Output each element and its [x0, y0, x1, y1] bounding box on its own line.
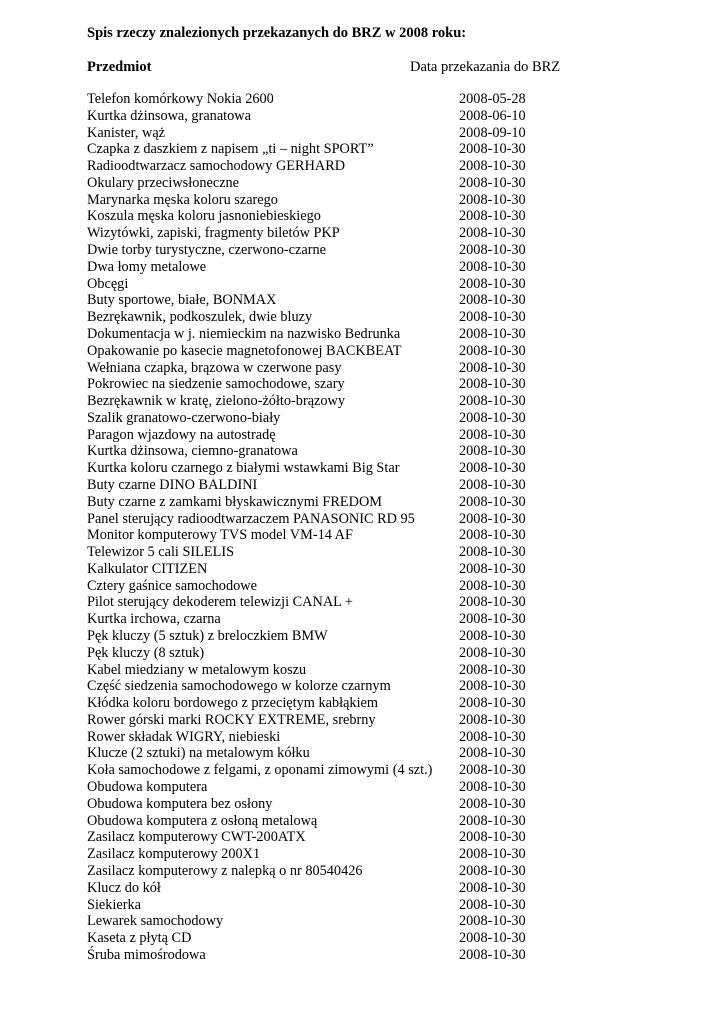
- list-item: [0, 175, 724, 192]
- item-date: 2008-10-30: [459, 460, 526, 477]
- item-name: Cztery gaśnice samochodowe: [87, 577, 257, 594]
- item-date: 2008-10-30: [459, 795, 526, 812]
- item-name: Zasilacz komputerowy CWT-200ATX: [87, 829, 306, 846]
- item-date: 2008-10-30: [459, 762, 526, 779]
- item-name: Pęk kluczy (5 sztuk) z breloczkiem BMW: [87, 628, 328, 644]
- list-item: [0, 712, 724, 729]
- item-date: 2008-10-30: [459, 728, 526, 745]
- item-date: 2008-10-30: [459, 896, 526, 913]
- item-name: Kaseta z płytą CD: [87, 930, 192, 947]
- item-date: 2008-10-30: [459, 292, 526, 309]
- list-item: [0, 511, 724, 528]
- list-item: [0, 225, 724, 242]
- item-date: 2008-10-30: [459, 745, 526, 762]
- item-date: 2008-10-30: [459, 812, 526, 829]
- list-item: [0, 158, 724, 175]
- column-header-item: Przedmiot: [87, 59, 152, 75]
- item-name: Dokumentacja w j. niemieckim na nazwisko Bedrunka: [87, 325, 401, 342]
- item-date: 2008-10-30: [459, 829, 526, 846]
- item-date: 2008-10-30: [459, 661, 526, 678]
- item-date: 2008-10-30: [459, 242, 526, 259]
- list-item: [0, 292, 724, 309]
- list-item: [0, 729, 724, 746]
- item-date: 2008-10-30: [459, 862, 526, 879]
- item-date: 2008-10-30: [459, 946, 526, 963]
- list-item: [0, 611, 724, 628]
- list-item: [0, 578, 724, 595]
- item-date: 2008-10-30: [459, 141, 526, 158]
- list-item: [0, 259, 724, 276]
- item-date: 2008-10-30: [459, 913, 526, 930]
- list-item: [0, 678, 724, 695]
- item-name: Rower górski marki ROCKY EXTREME, srebrny: [87, 711, 376, 728]
- list-item: [0, 141, 724, 158]
- item-date: 2008-09-10: [459, 124, 526, 141]
- item-date: 2008-10-30: [459, 359, 526, 376]
- item-date: 2008-10-30: [459, 342, 526, 359]
- item-name: Kalkulator CITIZEN: [87, 560, 208, 577]
- list-item: [0, 796, 724, 813]
- item-name: Dwa łomy metalowe: [87, 258, 207, 275]
- item-name: Koszula męska koloru jasnoniebieskiego: [87, 208, 321, 225]
- item-name: Panel sterujący radioodtwarzaczem PANASONIC RD 95: [87, 510, 415, 527]
- item-date: 2008-10-30: [459, 711, 526, 728]
- list-item: [0, 91, 724, 108]
- list-item: [0, 343, 724, 360]
- item-name: Kurtka dżinsowa, granatowa: [87, 107, 251, 124]
- item-name: Wełniana czapka, brązowa w czerwone pasy: [87, 359, 342, 376]
- item-date: 2008-05-28: [459, 91, 526, 107]
- list-item: [0, 360, 724, 377]
- item-name: Pilot sterujący dekoderem telewizji CANAL +: [87, 594, 354, 611]
- list-item: [0, 846, 724, 863]
- item-date: 2008-10-30: [459, 191, 526, 208]
- item-date: 2008-10-30: [459, 376, 526, 393]
- list-item: [0, 628, 724, 645]
- list-item: [0, 527, 724, 544]
- item-date: 2008-10-30: [459, 476, 526, 493]
- item-name: Zasilacz komputerowy z nalepką o nr 80540426: [87, 862, 363, 879]
- item-date: 2008-10-30: [459, 544, 526, 561]
- item-date: 2008-10-30: [459, 309, 526, 326]
- item-name: Okulary przeciwsłoneczne: [87, 174, 240, 191]
- list-item: [0, 477, 724, 494]
- item-name: Lewarek samochodowy: [87, 913, 224, 930]
- item-name: Bezrękawnik, podkoszulek, dwie bluzy: [87, 309, 313, 326]
- list-item: [0, 897, 724, 914]
- item-date: 2008-10-30: [459, 208, 526, 225]
- item-date: 2008-10-30: [459, 930, 526, 947]
- item-name: Buty sportowe, białe, BONMAX: [87, 292, 277, 309]
- item-name: Obcęgi: [87, 275, 129, 292]
- item-date: 2008-10-30: [459, 560, 526, 577]
- list-item: [0, 460, 724, 477]
- item-name: Kurtka dżinsowa, ciemno-granatowa: [87, 443, 298, 460]
- item-name: Monitor komputerowy TVS model VM-14 AF: [87, 527, 353, 544]
- document-title: Spis rzeczy znalezionych przekazanych do BRZ w 2008 roku:: [87, 25, 467, 41]
- item-name: Wizytówki, zapiski, fragmenty biletów PKP: [87, 225, 340, 242]
- item-name: Kurtka koloru czarnego z białymi wstawkami Big Star: [87, 460, 400, 477]
- list-item: [0, 880, 724, 897]
- item-name: Kurtka irchowa, czarna: [87, 611, 221, 628]
- item-name: Pęk kluczy (8 sztuk): [87, 644, 205, 661]
- item-name: Buty czarne DINO BALDINI: [87, 476, 258, 493]
- item-name: Telewizor 5 cali SILELIS: [87, 544, 235, 561]
- item-name: Buty czarne z zamkami błyskawicznymi FREDOM: [87, 493, 382, 510]
- item-name: Dwie torby turystyczne, czerwono-czarne: [87, 242, 326, 259]
- item-name: Telefon komórkowy Nokia 2600: [87, 91, 274, 107]
- item-name: Pokrowiec na siedzenie samochodowe, szary: [87, 376, 345, 393]
- item-date: 2008-10-30: [459, 577, 526, 594]
- item-date: 2008-10-30: [459, 426, 526, 443]
- list-item: [0, 276, 724, 293]
- item-date: 2008-10-30: [459, 258, 526, 275]
- item-date: 2008-10-30: [459, 493, 526, 510]
- item-name: Paragon wjazdowy na autostradę: [87, 426, 276, 443]
- item-date: 2008-10-30: [459, 158, 526, 175]
- item-name: Obudowa komputera: [87, 779, 208, 796]
- item-name: Część siedzenia samochodowego w kolorze czarnym: [87, 678, 391, 695]
- list-item: [0, 208, 724, 225]
- item-date: 2008-10-30: [459, 594, 526, 611]
- list-item: [0, 913, 724, 930]
- list-item: [0, 695, 724, 712]
- item-name: Szalik granatowo-czerwono-biały: [87, 409, 281, 426]
- item-date: 2008-10-30: [459, 325, 526, 342]
- item-name: Kanister, wąż: [87, 124, 166, 141]
- list-item: [0, 443, 724, 460]
- item-date: 2008-10-30: [459, 443, 526, 460]
- list-item: [0, 494, 724, 511]
- list-item: [0, 326, 724, 343]
- item-name: Obudowa komputera z osłoną metalową: [87, 812, 318, 829]
- item-date: 2008-10-30: [459, 611, 526, 628]
- item-date: 2008-10-30: [459, 695, 526, 712]
- item-name: Zasilacz komputerowy 200X1: [87, 846, 261, 863]
- list-item: [0, 762, 724, 779]
- list-item: [0, 863, 724, 880]
- list-item: [0, 947, 724, 964]
- list-item: [0, 410, 724, 427]
- item-name: Marynarka męska koloru szarego: [87, 191, 278, 208]
- item-date: 2008-10-30: [459, 846, 526, 863]
- list-item: [0, 813, 724, 830]
- list-item: [0, 561, 724, 578]
- list-item: [0, 309, 724, 326]
- item-name: Siekierka: [87, 896, 141, 913]
- item-date: 2008-06-10: [459, 107, 526, 124]
- item-name: Kabel miedziany w metalowym koszu: [87, 661, 307, 678]
- list-item: [0, 108, 724, 125]
- item-date: 2008-10-30: [459, 779, 526, 796]
- item-date: 2008-10-30: [459, 527, 526, 544]
- item-name: Śruba mimośrodowa: [87, 946, 206, 963]
- list-item: [0, 242, 724, 259]
- item-name: Radioodtwarzacz samochodowy GERHARD: [87, 158, 346, 175]
- item-name: Bezrękawnik w kratę, zielono-żółto-brązowy: [87, 393, 346, 410]
- list-item: [0, 594, 724, 611]
- list-item: [0, 662, 724, 679]
- item-date: 2008-10-30: [459, 678, 526, 695]
- list-item: [0, 779, 724, 796]
- list-item: [0, 192, 724, 209]
- list-item: [0, 544, 724, 561]
- column-header-date: Data przekazania do BRZ: [410, 59, 561, 75]
- list-item: [0, 829, 724, 846]
- item-name: Klucz do kół: [87, 879, 161, 896]
- item-name: Obudowa komputera bez osłony: [87, 795, 273, 812]
- item-date: 2008-10-30: [459, 409, 526, 426]
- list-item: [0, 125, 724, 142]
- item-date: 2008-10-30: [459, 225, 526, 242]
- item-date: 2008-10-30: [459, 174, 526, 191]
- list-item: [0, 427, 724, 444]
- item-date: 2008-10-30: [459, 644, 526, 661]
- item-name: Klucze (2 sztuki) na metalowym kółku: [87, 745, 310, 762]
- list-item: [0, 745, 724, 762]
- item-name: Koła samochodowe z felgami, z oponami zimowymi (4 szt.): [87, 762, 433, 779]
- item-name: Rower składak WIGRY, niebieski: [87, 728, 281, 745]
- item-name: Kłódka koloru bordowego z przeciętym kabłąkiem: [87, 695, 379, 712]
- item-date: 2008-10-30: [459, 628, 526, 644]
- item-name: Czapka z daszkiem z napisem „ti – night SPORT”: [87, 141, 374, 158]
- item-date: 2008-10-30: [459, 510, 526, 527]
- list-item: [0, 930, 724, 947]
- item-date: 2008-10-30: [459, 879, 526, 896]
- items-list: [0, 91, 724, 964]
- item-date: 2008-10-30: [459, 393, 526, 410]
- list-item: [0, 645, 724, 662]
- list-item: [0, 376, 724, 393]
- item-name: Opakowanie po kasecie magnetofonowej BACKBEAT: [87, 342, 402, 359]
- item-date: 2008-10-30: [459, 275, 526, 292]
- list-item: [0, 393, 724, 410]
